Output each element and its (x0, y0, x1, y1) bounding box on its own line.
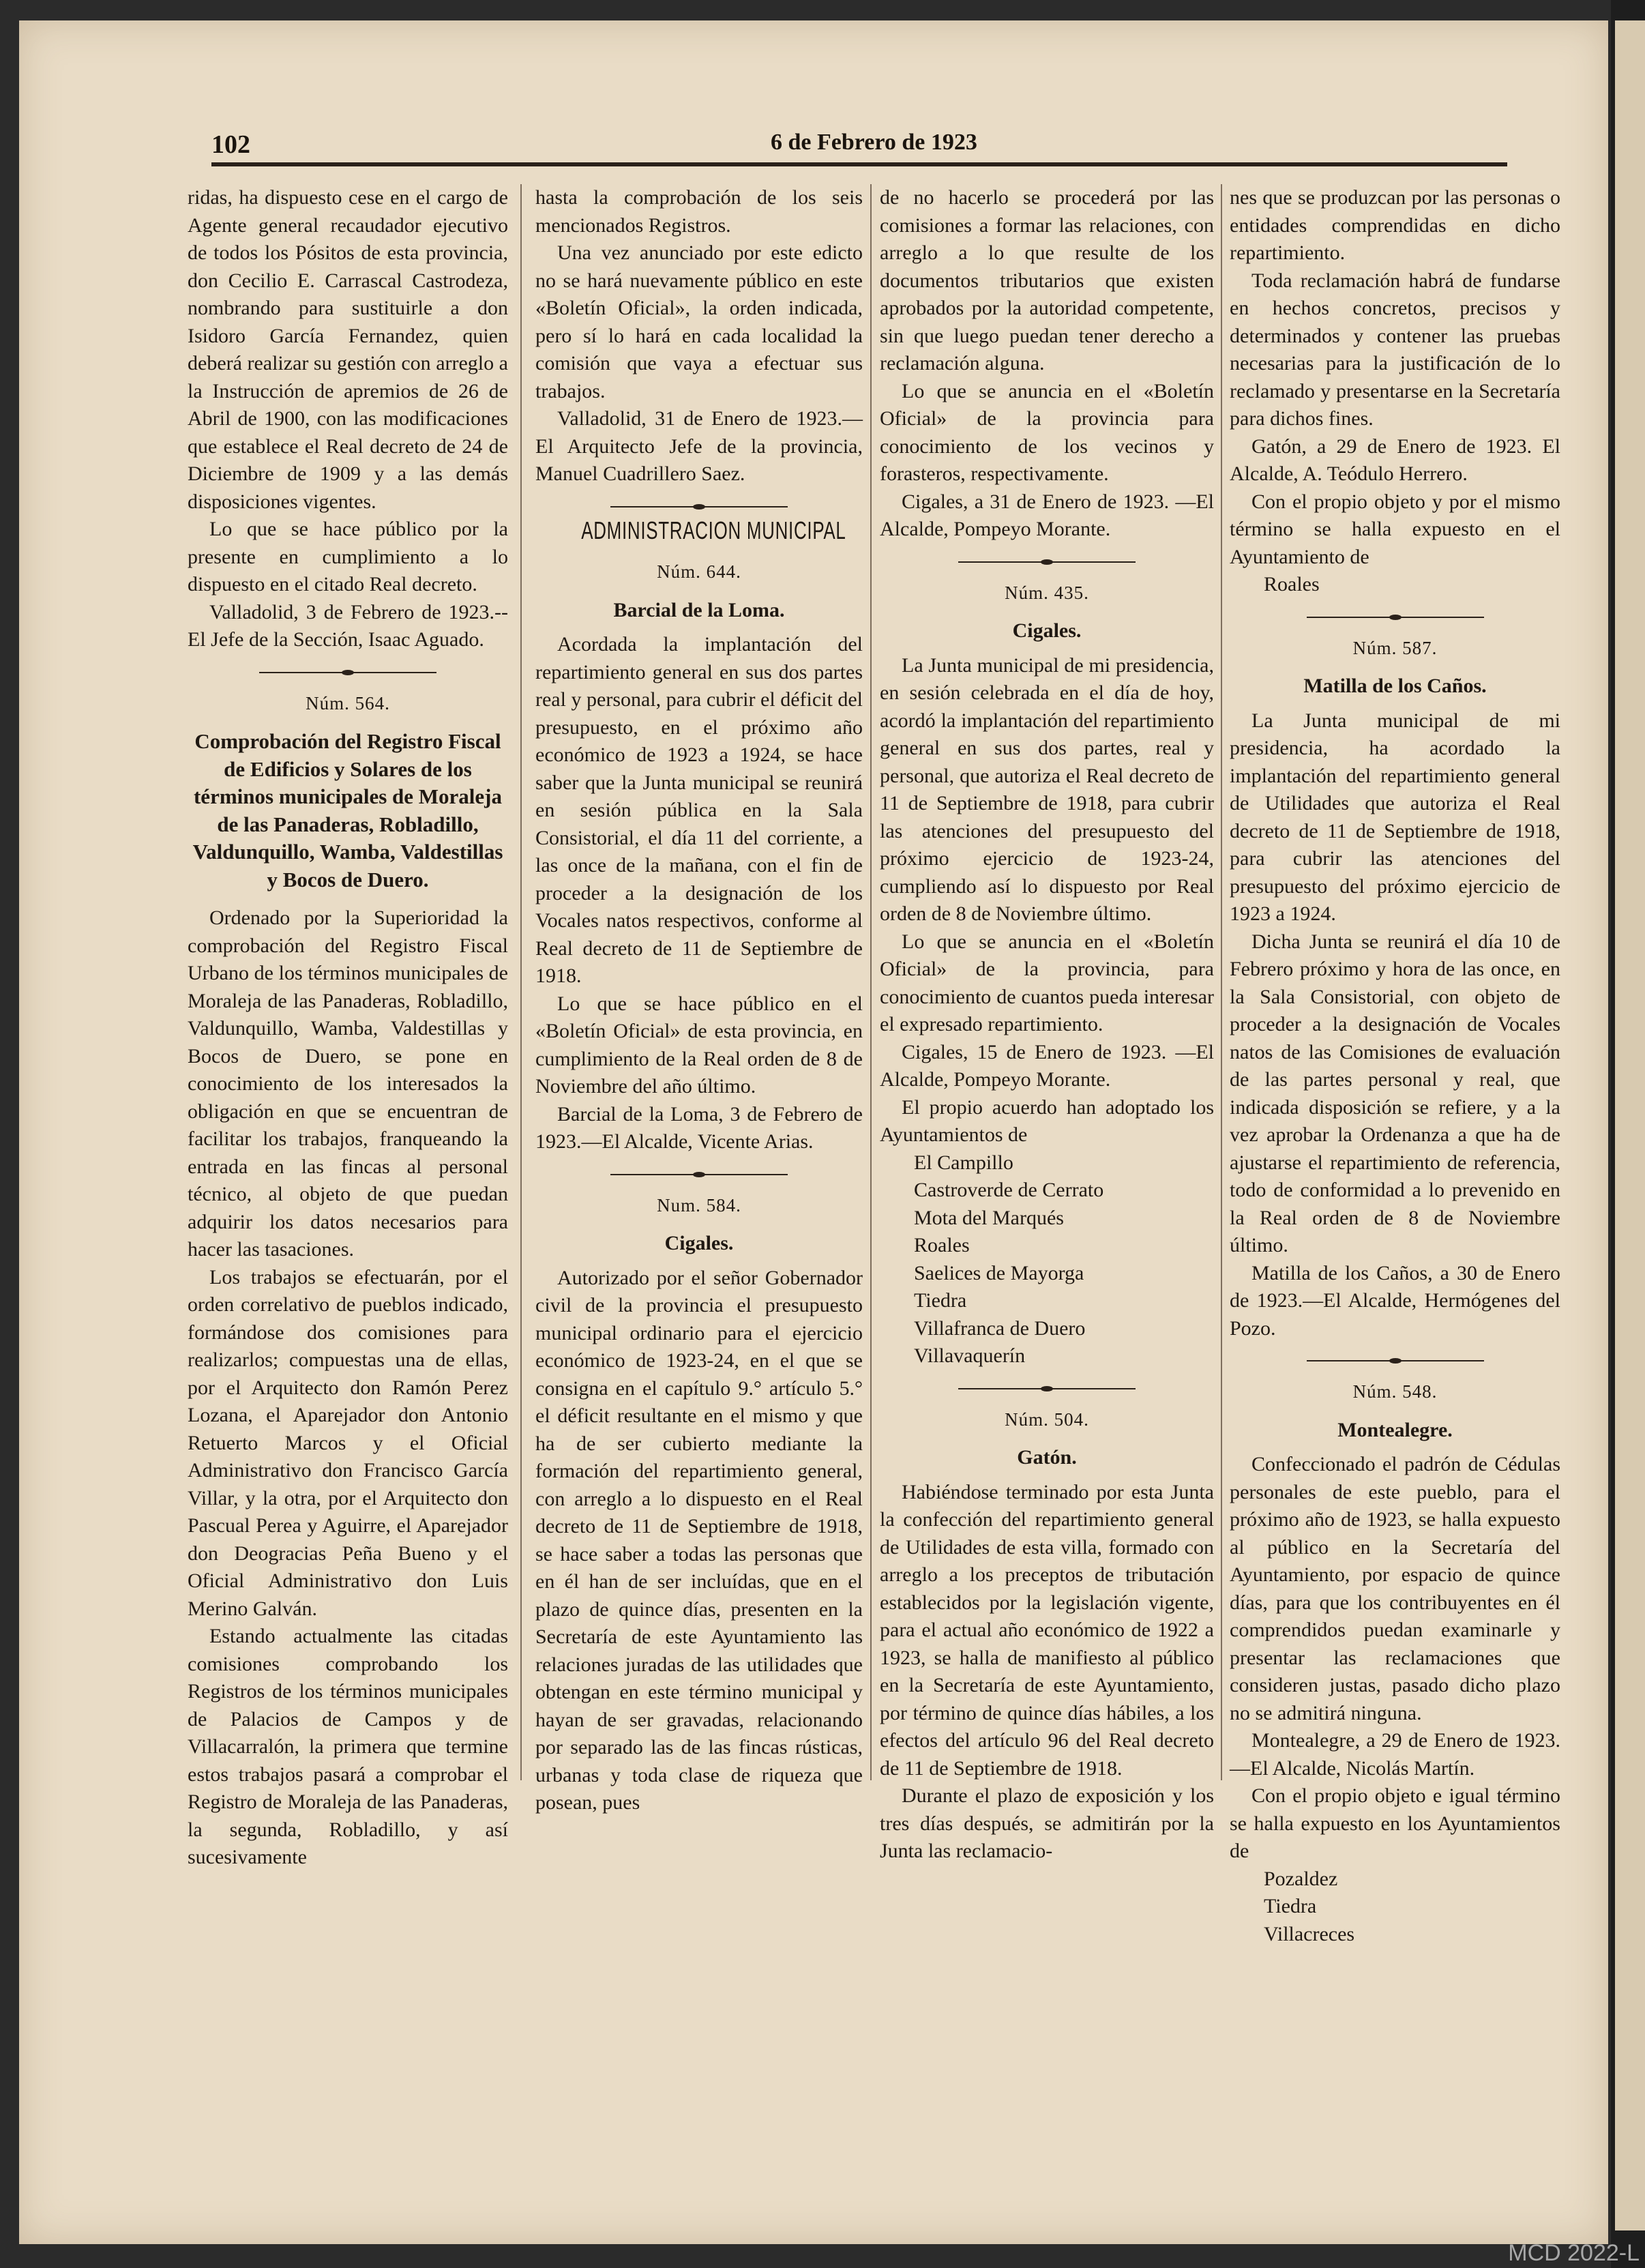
notice-place: Matilla de los Caños. (1303, 675, 1487, 697)
paragraph: Con el propio objeto e igual término se halla expuesto en los Ayuntamientos de (1230, 1784, 1560, 1862)
column-divider (520, 184, 522, 1780)
paragraph: El propio acuerdo han adoptado los Ayuntamientos de (880, 1095, 1214, 1146)
notice-number: Núm. 548. (1352, 1381, 1438, 1402)
list-item: Villafranca de Duero (914, 1316, 1086, 1340)
paragraph: Acordada la implantación del repartimiento general en sus dos partes real y personal, para cubrir el déficit del presupuesto, en el próximo año económico de 1923 a 1924, se hace saber que la Junta municipal se reunirá en sesión pública en la Sala Consistorial, el día 11 del corriente, a las once de la mañana, con el fin de proceder a la designación de los Vocales natos respectivos, conforme al Real decreto de 11 de Septiembre de 1918. (535, 633, 863, 987)
separator (610, 1171, 788, 1178)
paragraph: Autorizado por el señor Gobernador civil de la provincia el presupuesto municipal ordinario para el ejercicio económico de 1923-24, en el que se consigna en el capítulo 9.° artículo 5.° el déficit resultante en el mismo y que ha de ser cubierto mediante la formación del repartimiento general, con arreglo a lo dispuesto en el Real decreto de 11 de Septiembre de 1918, se hace saber a todas las personas que en él han de ser incluídas, que en el plazo de quince días, presenten en la Secretaría de este Ayuntamiento las relaciones juradas de las utilidades que obtengan en este término municipal y hayan de ser gravadas, relacionando por separado las de las fincas rústicas, urbanas y toda clase de riqueza que posean, pues (535, 1266, 863, 1814)
notice-place: Cigales. (664, 1232, 734, 1254)
separator (958, 559, 1136, 565)
paragraph: Estando actualmente las citadas comisiones comprobando los Registros de los términos municipales de Palacios de Campos y de Villacarralón, la primera que termine estos trabajos pasará a comprobar el Registro de Moraleja de las Panaderas, la segunda, Robladillo, y así sucesivamente (188, 1625, 508, 1868)
signature: Barcial de la Loma, 3 de Febrero de 1923.—El Alcalde, Vicente Arias. (535, 1102, 863, 1153)
list-item: Castroverde de Cerrato (914, 1179, 1104, 1201)
column-4 (1230, 184, 1560, 1948)
paragraph: La Junta municipal de mi presidencia, ha acordado la implantación del repartimiento general de Utilidades que autoriza el Real decreto de 11 de Septiembre de 1918, para cubrir las atenciones del presupuesto del próximo ejercicio de 1923 a 1924. (1230, 709, 1560, 925)
column-3 (880, 184, 1214, 1866)
column-divider (870, 184, 872, 1780)
paragraph: Durante el plazo de exposición y los tres días después, se admitirán por la Junta las reclamacio- (880, 1784, 1214, 1862)
list-item: Villacreces (1264, 1922, 1355, 1945)
separator (610, 503, 788, 510)
paragraph: La Junta municipal de mi presidencia, en sesión celebrada en el día de hoy, acordó la implantación del repartimiento general en sus dos partes, real y personal, que autoriza el Real decreto de 11 de Septiembre de 1918, para cubrir las atenciones del presupuesto del próximo ejercicio de 1923-24, cumpliendo así lo dispuesto por Real orden de 8 de Noviembre último. (880, 653, 1214, 925)
paragraph: Lo que se anuncia en el «Boletín Oficial» de la provincia para conocimiento de los vecinos y forasteros, respectivamente. (880, 379, 1214, 485)
signature: Montealegre, a 29 de Enero de 1923.—El Alcalde, Nicolás Martín. (1230, 1729, 1560, 1780)
watermark: MCD 2022-L (1508, 2240, 1640, 2266)
paragraph: Confeccionado el padrón de Cédulas personales de este pueblo, para el próximo año de 1923, se halla expuesto al público en la Secretaría del Ayuntamiento, por espacio de quince días, para que los contribuyentes en él comprendidos puedan examinarle y presentar las reclamaciones que consideren justas, pasado dicho plazo no se admitirá ninguna. (1230, 1453, 1560, 1724)
notice-number: Núm. 504. (1005, 1409, 1089, 1430)
notice-number: Num. 584. (657, 1194, 741, 1216)
paragraph: Lo que se hace público por la presente en cumplimiento a lo dispuesto en el citado Real decreto. (188, 518, 508, 595)
paragraph: Ordenado por la Superioridad la comprobación del Registro Fiscal Urbano de los términos municipales de Moraleja de las Panaderas, Robladillo, Valdunquillo, Wamba, Valdestillas y Bocos de Duero, se pone en conocimiento de los interesados la obligación en que se encuentran de facilitar los trabajos, franqueando la entrada en las fincas al personal técnico, al objeto de que puedan adquirir los datos necesarios para hacer las tasaciones. (188, 907, 508, 1261)
signature: Matilla de los Caños, a 30 de Enero de 1923.—El Alcalde, Hermógenes del Pozo. (1230, 1261, 1560, 1340)
paragraph: hasta la comprobación de los seis mencionados Registros. (535, 186, 863, 237)
notice-number: Núm. 587. (1352, 637, 1438, 658)
notice-place: Cigales. (1012, 619, 1082, 642)
notice-number: Núm. 644. (657, 561, 741, 582)
list-item: Saelices de Mayorga (914, 1261, 1084, 1284)
paragraph: nes que se produzcan por las personas o entidades comprendidas en dicho repartimiento. (1230, 186, 1560, 264)
next-page-edge (1615, 20, 1645, 2230)
paragraph: Toda reclamación habrá de fundarse en hechos concretos, precisos y determinados y contener las pruebas necesarias para la justificación de lo reclamado y presentarse en la Secretaría para dichos fines. (1230, 269, 1560, 430)
paragraph: Los trabajos se efectuarán, por el orden correlativo de pueblos indicado, formándose dos comisiones para realizarlos; compuestas una de ellas, por el Arquitecto don Ramón Perez Lozana, el Aparejador don Antonio Retuerto Marcos y el Oficial Administrativo don Francisco García Villar, y la otra, por el Arquitecto don Pascual Perea y Aguirre, el Aparejador don Deogracias Peña Bueno y el Oficial Administrativo don Luis Merino Galván. (188, 1265, 508, 1620)
list-item: Roales (1264, 573, 1320, 595)
header-rule (211, 162, 1507, 166)
column-1 (188, 184, 508, 1872)
notice-place: Gatón. (1017, 1446, 1077, 1469)
notice-place: Barcial de la Loma. (613, 598, 785, 621)
paragraph: ridas, ha dispuesto cese en el cargo de Agente general recaudador ejecutivo de todos los Pósitos de esta provincia, don Cecilio E. Carrascal Castrodeza, nombrando para sustituirle a don Isidoro García Fernandez, quien deberá realizar su gestión con arreglo a la Instrucción de apremios de 26 de Abril de 1900, con las modificaciones que establece el Real decreto de 24 de Diciembre de 1909 y a las demás disposiciones vigentes. (188, 186, 508, 513)
paragraph: de no hacerlo se procederá por las comisiones a formar las relaciones, con arreglo a lo que resulte de los documentos tributarios que existen aprobados por la autoridad competente, sin que luego puedan tener derecho a reclamación alguna. (880, 186, 1214, 374)
column-divider (1221, 184, 1222, 1780)
list-item: Roales (914, 1234, 970, 1256)
list-item: Tiedra (914, 1289, 967, 1312)
paragraph: Lo que se anuncia en el «Boletín Oficial» de la provincia, para conocimiento de cuantos pueda interesar el expresado repartimiento. (880, 930, 1214, 1035)
paragraph: Lo que se hace público en el «Boletín Oficial» de esta provincia, en cumplimiento de la Real orden de 8 de Noviembre del año último. (535, 992, 863, 1098)
signature: Valladolid, 3 de Febrero de 1923.--El Jefe de la Sección, Isaac Aguado. (188, 600, 508, 651)
column-2 (535, 184, 863, 1817)
page-number: 102 (211, 130, 250, 159)
notice-place: Montealegre. (1337, 1418, 1453, 1441)
paragraph: Habiéndose terminado por esta Junta la confección del repartimiento general de Utilidades de esta villa, formado con arreglo a los preceptos de tributación establecidos por la legislación vigente, para el actual año económico de 1922 a 1923, se halla de manifiesto al público en la Secretaría de este Ayuntamiento, por término de quince días hábiles, a los efectos del artículo 96 del Real decreto de 11 de Septiembre de 1918. (880, 1480, 1214, 1780)
notice-title: Comprobación del Registro Fiscal de Edificios y Solares de los términos municipales de Moraleja de las Panaderas, Robladillo, Valdunquillo, Wamba, Valdestillas y Bocos de Duero. (192, 729, 503, 892)
separator (1307, 614, 1484, 621)
signature: Valladolid, 31 de Enero de 1923.—El Arquitecto Jefe de la provincia, Manuel Cuadrillero Saez. (535, 407, 863, 485)
signature: Gatón, a 29 de Enero de 1923. El Alcalde, A. Teódulo Herrero. (1230, 435, 1560, 485)
paragraph: Con el propio objeto y por el mismo término se halla expuesto en el Ayuntamiento de (1230, 490, 1560, 568)
list-item: Mota del Marqués (914, 1206, 1064, 1229)
page-header (211, 130, 1507, 157)
notice-number: Núm. 564. (306, 692, 390, 713)
paragraph: Una vez anunciado por este edicto no se hará nuevamente público en este «Boletín Oficial», la orden indicada, pero sí lo hará en cada localidad la comisión que vaya a efectuar sus trabajos. (535, 241, 863, 402)
separator (259, 669, 436, 676)
list-item: Villavaquerín (914, 1344, 1026, 1367)
separator (1307, 1357, 1484, 1364)
signature: Cigales, a 31 de Enero de 1923. —El Alcalde, Pompeyo Morante. (880, 490, 1214, 540)
paragraph: Dicha Junta se reunirá el día 10 de Febrero próximo y hora de las once, en la Sala Consistorial, con objeto de proceder a la designación de Vocales natos de las Comisiones de evaluación de las partes personal y real, que indicada disposición se refiere, y a la vez aprobar la Ordenanza a que ha de ajustarse el repartimiento de referencia, todo de conformidad a lo prevenido en la Real orden de 8 de Noviembre último. (1230, 930, 1560, 1256)
signature: Cigales, 15 de Enero de 1923. —El Alcalde, Pompeyo Morante. (880, 1040, 1214, 1091)
list-item: El Campillo (914, 1151, 1013, 1174)
notice-number: Núm. 435. (1005, 582, 1089, 603)
list-item: Pozaldez (1264, 1867, 1338, 1890)
list-item: Tiedra (1264, 1895, 1317, 1917)
separator (958, 1385, 1136, 1392)
section-heading: ADMINISTRACION MUNICIPAL (581, 516, 846, 544)
issue-date: 6 de Febrero de 1923 (771, 130, 977, 155)
